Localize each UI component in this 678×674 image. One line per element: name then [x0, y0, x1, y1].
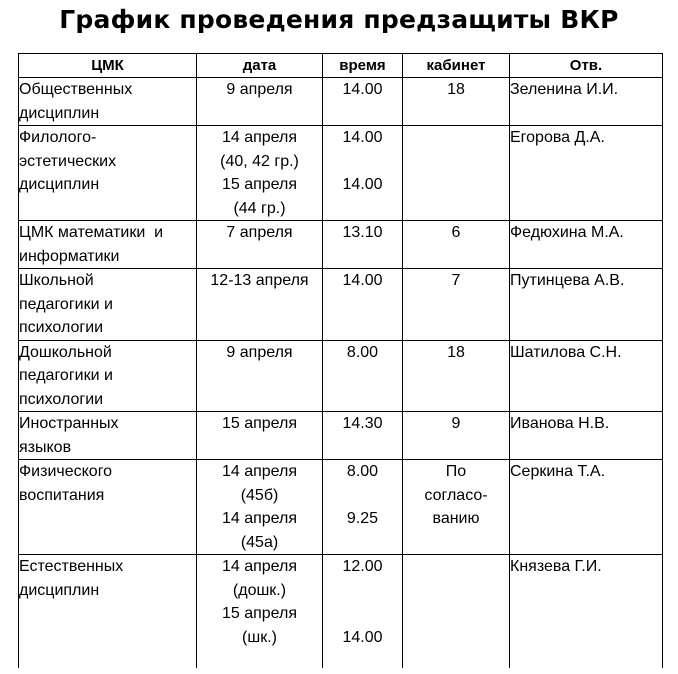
date-line: (44 гр.) [233, 199, 286, 217]
time-cell [323, 460, 403, 555]
date-cell [197, 555, 323, 673]
time-cell [323, 269, 403, 341]
date-cell [197, 221, 323, 269]
date-line: (45а) [240, 533, 279, 551]
room-cell [403, 126, 510, 221]
date-line: 9 апреля [226, 81, 293, 98]
dept-line: Физического [19, 463, 113, 480]
time-cell [323, 78, 403, 126]
date-line: 9 апреля [226, 343, 293, 361]
room-cell [403, 555, 510, 673]
header-room: кабинет [403, 54, 510, 78]
date-line: (дошк.) [232, 581, 287, 599]
time-cell [323, 555, 403, 673]
dept-line: ЦМК математики и [19, 224, 164, 241]
table-row [19, 269, 663, 341]
time-line [323, 484, 402, 508]
room-line: По [445, 463, 467, 480]
dept-cell [19, 412, 197, 460]
date-line: 15 апреля [221, 176, 298, 193]
dept-line: педагогики и [19, 295, 113, 313]
table-row [19, 412, 663, 460]
dept-cell [19, 78, 197, 126]
dept-line: дисциплин [19, 104, 100, 122]
dept-line: педагогики и [19, 367, 113, 384]
date-cell [197, 78, 323, 126]
header-dept: ЦМК [19, 54, 197, 78]
responsible-cell: Князева Г.И. [510, 555, 663, 673]
dept-cell [19, 126, 197, 221]
date-cell [197, 126, 323, 221]
room-line: 18 [447, 343, 465, 361]
responsible-cell: Шатилова С.Н. [510, 340, 663, 412]
dept-line: Школьной [19, 272, 94, 289]
dept-line: языков [19, 438, 72, 456]
dept-line: Общественных [19, 81, 133, 98]
dept-line: дисциплин [19, 581, 100, 599]
dept-line: информатики [19, 247, 120, 265]
time-line [323, 579, 402, 603]
date-line: 7 апреля [226, 224, 293, 241]
time-line: 13.10 [342, 224, 383, 241]
dept-line: Дошкольной [19, 343, 112, 361]
time-cell [323, 340, 403, 412]
date-line: (шк.) [242, 628, 277, 646]
date-cell [197, 269, 323, 341]
date-line: 15 апреля [221, 415, 298, 432]
time-line: 14.30 [342, 415, 383, 432]
dept-cell [19, 555, 197, 673]
time-line: 9.25 [346, 510, 379, 527]
responsible-cell: Федюхина М.А. [510, 221, 663, 269]
date-line: 14 апреля [221, 510, 298, 527]
dept-line: психологии [19, 319, 104, 336]
room-line: 18 [447, 81, 465, 98]
date-line: 12-13 апреля [210, 272, 309, 289]
dept-line: Филолого- [19, 129, 97, 146]
room-line: 9 [451, 415, 461, 432]
responsible-cell: Путинцева А.В. [510, 269, 663, 341]
room-line: 6 [451, 224, 461, 241]
dept-line: Естественных [19, 558, 124, 575]
time-line: 14.00 [342, 176, 383, 193]
dept-line: Иностранных [19, 415, 119, 432]
date-line: 15 апреля [221, 605, 298, 622]
table-row [19, 126, 663, 221]
room-cell [403, 269, 510, 341]
time-line: 14.00 [342, 628, 383, 646]
time-line: 14.00 [342, 272, 383, 289]
table-row [19, 78, 663, 126]
room-line: 7 [451, 272, 461, 289]
time-line: 8.00 [346, 463, 379, 480]
table-row [19, 221, 663, 269]
dept-line: воспитания [19, 486, 105, 504]
room-cell [403, 412, 510, 460]
page-title: График проведения предзащиты ВКР [59, 5, 619, 34]
date-line: (40, 42 гр.) [220, 152, 299, 170]
time-line: 14.00 [342, 81, 383, 98]
time-line [323, 602, 402, 626]
room-cell [403, 340, 510, 412]
date-line: 14 апреля [221, 463, 298, 480]
dept-line: психологии [19, 390, 104, 408]
table-row [19, 460, 663, 555]
responsible-cell: Зеленина И.И. [510, 78, 663, 126]
responsible-cell: Иванова Н.В. [510, 412, 663, 460]
dept-line: эстетических [19, 152, 117, 170]
header-responsible: Отв. [510, 54, 663, 78]
table-row [19, 555, 663, 673]
date-cell [197, 460, 323, 555]
time-line: 12.00 [342, 558, 383, 575]
room-line: согласо- [424, 486, 488, 504]
date-line: 14 апреля [221, 558, 298, 575]
date-cell [197, 340, 323, 412]
time-line: 14.00 [342, 129, 383, 146]
responsible-cell: Серкина Т.А. [510, 460, 663, 555]
header-date: дата [197, 54, 323, 78]
dept-cell [19, 221, 197, 269]
time-cell [323, 221, 403, 269]
table-header-row [19, 54, 663, 78]
header-time: время [323, 54, 403, 78]
room-cell [403, 460, 510, 555]
time-cell [323, 412, 403, 460]
schedule-table [18, 53, 663, 673]
date-line: (45б) [240, 486, 279, 504]
time-cell [323, 126, 403, 221]
date-cell [197, 412, 323, 460]
responsible-cell: Егорова Д.А. [510, 126, 663, 221]
time-line: 8.00 [346, 343, 379, 361]
dept-cell [19, 269, 197, 341]
room-cell [403, 78, 510, 126]
room-cell [403, 221, 510, 269]
date-line: 14 апреля [221, 129, 298, 146]
dept-cell [19, 460, 197, 555]
page-bottom-edge [0, 668, 678, 674]
dept-cell [19, 340, 197, 412]
dept-line: дисциплин [19, 176, 100, 193]
time-line [323, 150, 402, 174]
room-line: ванию [432, 510, 480, 527]
table-row [19, 340, 663, 412]
